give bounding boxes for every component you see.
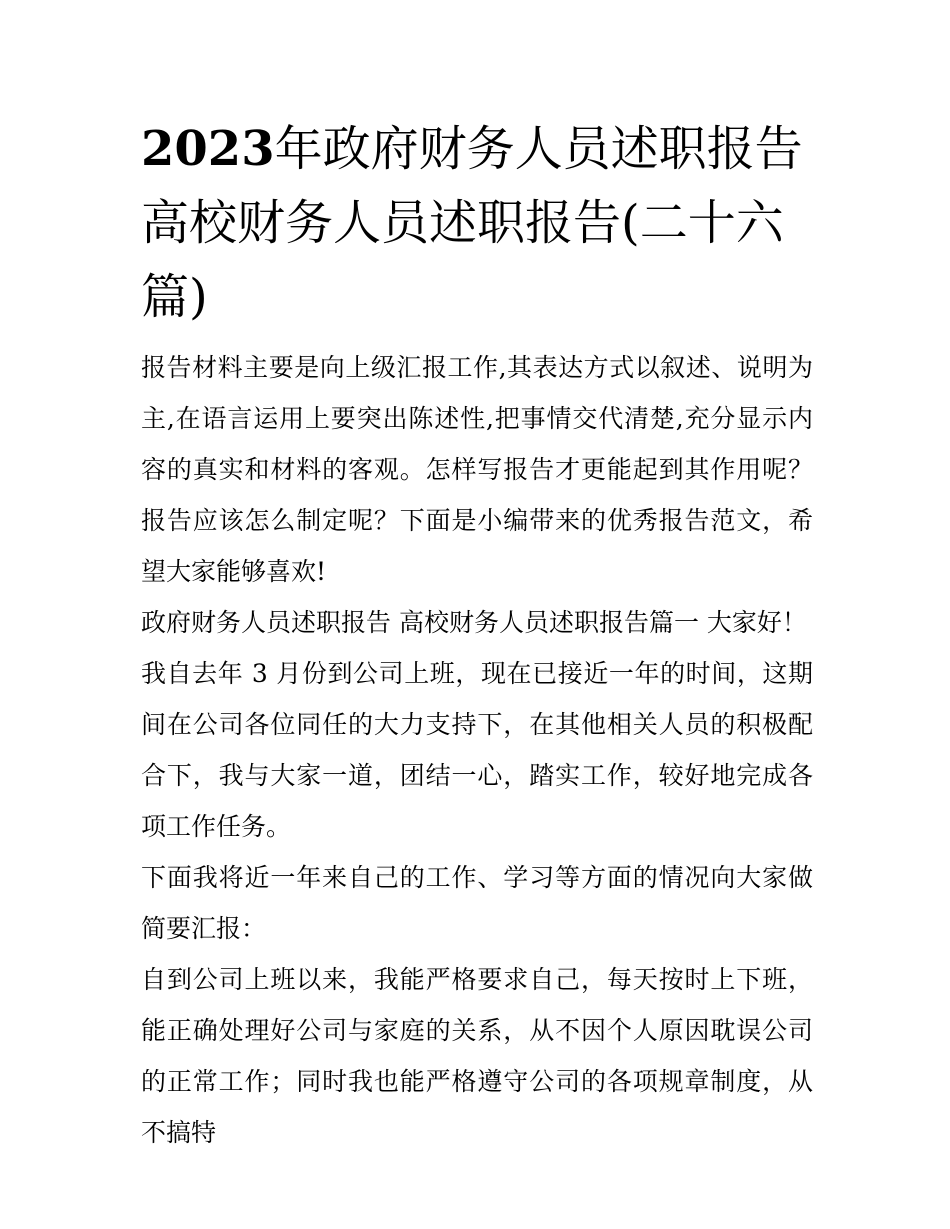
- title-line-1-text: 年政府财务人员述职报告: [274, 121, 803, 177]
- paragraph-discipline: 自到公司上班以来，我能严格要求自己，每天按时上下班，能正确处理好公司与家庭的关系，从不因个人原因耽误公司的正常工作；同时我也能严格遵守公司的各项规章制度，从不搞特: [141, 965, 813, 1147]
- paragraph-greeting: 政府财务人员述职报告 高校财务人员述职报告篇一 大家好！: [141, 608, 807, 637]
- paragraph-report-intro: 下面我将近一年来自己的工作、学习等方面的情况向大家做简要汇报：: [141, 863, 813, 943]
- title-line-1: [141, 112, 813, 186]
- paragraph-work-overview: 我自去年 3 月份到公司上班，现在已接近一年的时间，这期间在公司各位同任的大力支持下，在其他相关人员的积极配合下，我与大家一道，团结一心，踏实工作，较好地完成各项工作任务。: [141, 659, 813, 841]
- title-line-3: 篇): [141, 269, 208, 325]
- title-year: 2023: [141, 121, 275, 177]
- document-title: [141, 112, 813, 334]
- document-body: [141, 342, 813, 1158]
- paragraph-intro: 报告材料主要是向上级汇报工作,其表达方式以叙述、说明为主,在语言运用上要突出陈述性,把事情交代清楚,充分显示内容的真实和材料的客观。怎样写报告才更能起到其作用呢？报告应该怎么制定呢？下面是小编带来的优秀报告范文，希望大家能够喜欢!: [141, 353, 813, 586]
- document-page: [141, 112, 813, 1158]
- title-line-2: 高校财务人员述职报告(二十六: [141, 195, 784, 251]
